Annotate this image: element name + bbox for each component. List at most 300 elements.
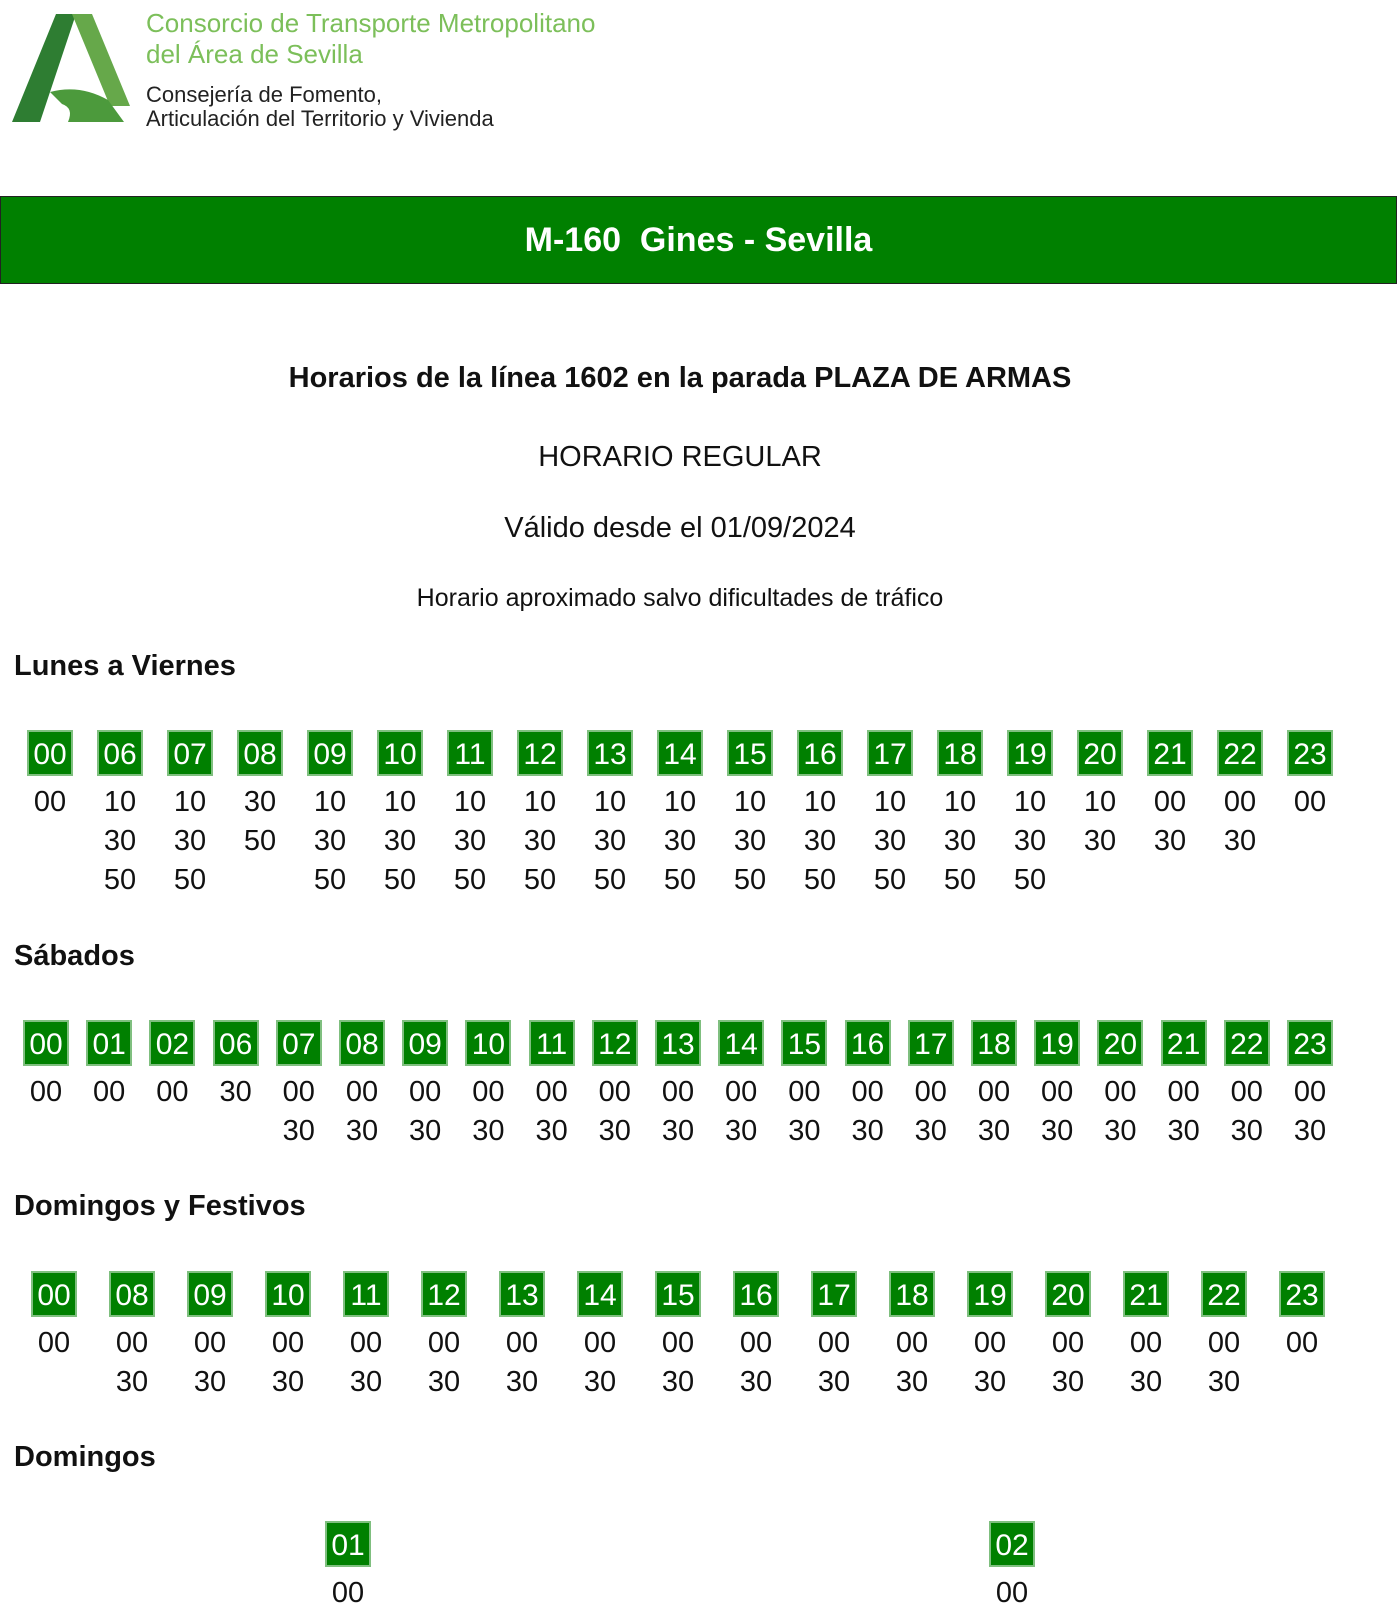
hour-column	[654, 1271, 702, 1402]
minute-list	[780, 1073, 828, 1151]
departure-minute: 00	[1285, 1327, 1319, 1359]
hour-column	[22, 1020, 70, 1112]
hour-column	[936, 730, 984, 900]
departure-minute: 00	[1223, 786, 1257, 818]
hour-column	[1122, 1271, 1170, 1402]
hour-column	[888, 1271, 936, 1402]
minute-list	[1044, 1324, 1092, 1402]
minute-list	[420, 1324, 468, 1402]
hour-badge: 07	[167, 730, 213, 776]
departure-minute: 00	[725, 1076, 758, 1108]
departure-minute: 30	[788, 1115, 821, 1147]
departure-minute: 00	[156, 1076, 189, 1108]
minute-list	[148, 1073, 196, 1112]
department-name: Consejería de Fomento,	[146, 82, 383, 107]
hour-badge: 01	[86, 1020, 132, 1066]
departure-minute: 30	[193, 1366, 227, 1398]
hour-badge: 15	[727, 730, 773, 776]
hour-column	[576, 1271, 624, 1402]
departure-minute: 30	[661, 1115, 695, 1147]
minute-list	[654, 1324, 702, 1402]
minute-list	[324, 1574, 372, 1613]
departure-minute: 30	[895, 1366, 929, 1398]
hour-column	[1160, 1020, 1208, 1151]
stop-title: Horarios de la línea 1602 en la parada PLAZA DE ARMAS	[288, 362, 1072, 394]
departure-minute: 50	[243, 825, 277, 857]
hour-badge: 19	[1007, 730, 1053, 776]
departure-minute: 30	[803, 825, 837, 857]
departure-minute: 00	[1129, 1327, 1163, 1359]
hour-column	[264, 1271, 312, 1402]
departure-minute: 30	[535, 1115, 568, 1147]
departure-minute: 30	[739, 1366, 773, 1398]
departure-minute: 10	[453, 786, 487, 818]
hour-badge: 12	[421, 1271, 467, 1317]
hour-badge: 22	[1201, 1271, 1247, 1317]
hour-badge: 21	[1147, 730, 1193, 776]
departure-minute: 00	[33, 786, 67, 818]
hour-column	[1286, 730, 1334, 822]
hour-badge: 13	[499, 1271, 545, 1317]
hour-badge: 14	[718, 1020, 764, 1066]
minute-list	[1200, 1324, 1248, 1402]
hour-badge: 17	[811, 1271, 857, 1317]
departure-minute: 10	[803, 786, 837, 818]
minute-list	[446, 783, 494, 900]
departure-minute: 30	[1293, 1115, 1327, 1147]
hour-badge: 22	[1217, 730, 1263, 776]
departure-minute: 30	[1230, 1115, 1263, 1147]
departure-minute: 30	[914, 1115, 947, 1147]
hour-column	[1044, 1271, 1092, 1402]
departure-minute: 30	[1167, 1115, 1200, 1147]
departure-minute: 30	[103, 825, 137, 857]
hour-badge: 20	[1045, 1271, 1091, 1317]
hour-column	[30, 1271, 78, 1363]
hour-column	[275, 1020, 323, 1151]
hour-badge: 11	[343, 1271, 389, 1317]
hour-column	[148, 1020, 196, 1112]
minute-list	[275, 1073, 323, 1151]
hour-badge: 02	[149, 1020, 195, 1066]
hour-column	[342, 1271, 390, 1402]
departure-minute: 30	[1041, 1115, 1074, 1147]
minute-list	[844, 1073, 892, 1151]
hour-badge: 10	[465, 1020, 511, 1066]
departure-minute: 30	[282, 1115, 315, 1147]
hour-column	[656, 730, 704, 900]
hour-badge: 14	[657, 730, 703, 776]
departure-minute: 10	[103, 786, 137, 818]
hour-column	[1033, 1020, 1081, 1151]
departure-minute: 30	[1153, 825, 1187, 857]
departure-minute: 30	[973, 1366, 1007, 1398]
departure-minute: 10	[873, 786, 907, 818]
departure-minute: 00	[1051, 1327, 1085, 1359]
hour-badge: 14	[577, 1271, 623, 1317]
departure-minute: 30	[523, 825, 557, 857]
hour-badge: 23	[1279, 1271, 1325, 1317]
minute-list	[212, 1073, 260, 1112]
minute-list	[306, 783, 354, 900]
minute-list	[26, 783, 74, 822]
departure-minute: 00	[1230, 1076, 1263, 1108]
departure-minute: 30	[851, 1115, 884, 1147]
hour-column	[844, 1020, 892, 1151]
departure-minute: 00	[739, 1327, 773, 1359]
departure-minute: 00	[93, 1076, 126, 1108]
minute-list	[586, 783, 634, 900]
hour-badge: 10	[265, 1271, 311, 1317]
hour-badge: 06	[97, 730, 143, 776]
minute-list	[576, 1324, 624, 1402]
minute-list	[338, 1073, 386, 1151]
hour-badge: 20	[1097, 1020, 1143, 1066]
hour-column	[966, 1271, 1014, 1402]
departure-minute: 50	[313, 864, 347, 896]
departure-minute: 00	[661, 1327, 695, 1359]
hour-badge: 12	[592, 1020, 638, 1066]
departure-minute: 30	[1013, 825, 1047, 857]
hour-badge: 00	[27, 730, 73, 776]
hour-column	[1146, 730, 1194, 861]
minute-list	[1146, 783, 1194, 861]
departure-minute: 30	[345, 1115, 379, 1147]
departure-minute: 30	[453, 825, 487, 857]
hour-column	[796, 730, 844, 900]
minute-list	[1096, 1073, 1144, 1151]
departure-minute: 00	[535, 1076, 568, 1108]
minute-list	[1223, 1073, 1271, 1151]
hour-badge: 12	[517, 730, 563, 776]
departure-minute: 00	[977, 1076, 1011, 1108]
departure-minute: 30	[943, 825, 977, 857]
hour-badge: 16	[733, 1271, 779, 1317]
departure-minute: 00	[895, 1327, 929, 1359]
hour-column	[376, 730, 424, 900]
hour-column	[446, 730, 494, 900]
hour-badge: 07	[276, 1020, 322, 1066]
departure-minute: 00	[598, 1076, 631, 1108]
departure-minute: 30	[313, 825, 347, 857]
departure-minute: 10	[943, 786, 977, 818]
departure-minute: 30	[1051, 1366, 1085, 1398]
minute-list	[464, 1073, 512, 1151]
departure-minute: 00	[1293, 1076, 1327, 1108]
hour-badge: 19	[1034, 1020, 1080, 1066]
hour-column	[1200, 1271, 1248, 1402]
hour-badge: 08	[237, 730, 283, 776]
departure-minute: 00	[193, 1327, 227, 1359]
minute-list	[717, 1073, 765, 1151]
hour-column	[654, 1020, 702, 1151]
minute-list	[1286, 1073, 1334, 1151]
departure-minute: 00	[1153, 786, 1187, 818]
departure-minute: 50	[523, 864, 557, 896]
hour-column	[464, 1020, 512, 1151]
minute-list	[30, 1324, 78, 1363]
departure-minute: 50	[103, 864, 137, 896]
section-title-sundays-holidays: Domingos y Festivos	[14, 1190, 306, 1222]
minute-list	[1122, 1324, 1170, 1402]
departure-minute: 00	[788, 1076, 821, 1108]
departure-minute: 00	[995, 1577, 1029, 1609]
departure-minute: 50	[663, 864, 697, 896]
hour-column	[236, 730, 284, 861]
hour-column	[498, 1271, 546, 1402]
departure-minute: 30	[817, 1366, 851, 1398]
departure-minute: 30	[472, 1115, 505, 1147]
andalucia-a-logo-icon	[10, 10, 132, 128]
minute-list	[1076, 783, 1124, 861]
hour-badge: 18	[937, 730, 983, 776]
hour-column	[726, 730, 774, 900]
minute-list	[988, 1574, 1036, 1613]
hour-badge: 18	[971, 1020, 1017, 1066]
hour-badge: 09	[187, 1271, 233, 1317]
departure-minute: 00	[37, 1327, 71, 1359]
hour-column	[970, 1020, 1018, 1151]
hour-badge: 00	[23, 1020, 69, 1066]
departure-minute: 00	[914, 1076, 947, 1108]
hour-column	[1096, 1020, 1144, 1151]
hour-column	[528, 1020, 576, 1151]
minute-list	[96, 783, 144, 900]
hour-badge: 23	[1287, 730, 1333, 776]
hour-column	[186, 1271, 234, 1402]
department-subtitle: Articulación del Territorio y Vivienda	[146, 106, 494, 131]
minute-list	[907, 1073, 955, 1151]
minute-list	[726, 783, 774, 900]
minute-list	[401, 1073, 449, 1151]
departure-minute: 00	[409, 1076, 442, 1108]
departure-minute: 30	[725, 1115, 758, 1147]
minute-list	[236, 783, 284, 861]
departure-minute: 30	[383, 825, 417, 857]
hour-column	[591, 1020, 639, 1151]
departure-minute: 30	[271, 1366, 305, 1398]
hour-badge: 00	[31, 1271, 77, 1317]
section-title-saturdays: Sábados	[14, 940, 135, 972]
minute-list	[498, 1324, 546, 1402]
hour-column	[420, 1271, 468, 1402]
traffic-disclaimer: Horario aproximado salvo dificultades de tráfico	[416, 584, 944, 612]
departure-minute: 00	[331, 1577, 365, 1609]
hour-badge: 10	[377, 730, 423, 776]
departure-minute: 00	[282, 1076, 315, 1108]
minute-list	[732, 1324, 780, 1402]
departure-minute: 30	[1129, 1366, 1163, 1398]
hour-column	[717, 1020, 765, 1151]
hour-badge: 08	[339, 1020, 385, 1066]
hour-badge: 17	[908, 1020, 954, 1066]
hour-badge: 08	[109, 1271, 155, 1317]
minute-list	[796, 783, 844, 900]
valid-from: Válido desde el 01/09/2024	[504, 512, 856, 544]
minute-list	[516, 783, 564, 900]
hour-badge: 15	[781, 1020, 827, 1066]
consortium-area: del Área de Sevilla	[146, 39, 363, 69]
hour-column	[810, 1271, 858, 1402]
departure-minute: 30	[1207, 1366, 1241, 1398]
hour-badge: 19	[967, 1271, 1013, 1317]
hour-column	[780, 1020, 828, 1151]
hour-column	[401, 1020, 449, 1151]
hour-badge: 21	[1161, 1020, 1207, 1066]
departure-minute: 00	[661, 1076, 695, 1108]
minute-list	[1033, 1073, 1081, 1151]
hour-column	[324, 1521, 372, 1613]
departure-minute: 00	[1104, 1076, 1137, 1108]
departure-minute: 00	[973, 1327, 1007, 1359]
departure-minute: 30	[243, 786, 277, 818]
departure-minute: 00	[345, 1076, 379, 1108]
departure-minute: 30	[598, 1115, 631, 1147]
hour-column	[907, 1020, 955, 1151]
departure-minute: 00	[851, 1076, 884, 1108]
hour-column	[85, 1020, 133, 1112]
hour-badge: 23	[1287, 1020, 1333, 1066]
departure-minute: 50	[453, 864, 487, 896]
departure-minute: 10	[313, 786, 347, 818]
section-title-weekdays: Lunes a Viernes	[14, 650, 236, 682]
departure-minute: 00	[115, 1327, 149, 1359]
hour-column	[212, 1020, 260, 1112]
minute-list	[966, 1324, 1014, 1402]
hour-column	[866, 730, 914, 900]
departure-minute: 00	[349, 1327, 383, 1359]
hour-column	[96, 730, 144, 900]
minute-list	[22, 1073, 70, 1112]
hour-column	[338, 1020, 386, 1151]
departure-minute: 30	[593, 825, 627, 857]
route-banner	[0, 196, 1397, 284]
departure-minute: 30	[1083, 825, 1117, 857]
hour-badge: 11	[447, 730, 493, 776]
departure-minute: 00	[472, 1076, 505, 1108]
departure-minute: 50	[873, 864, 907, 896]
departure-minute: 00	[1293, 786, 1327, 818]
hour-column	[1223, 1020, 1271, 1151]
departure-minute: 30	[977, 1115, 1011, 1147]
hour-column	[1278, 1271, 1326, 1363]
page-header	[0, 0, 1399, 150]
minute-list	[970, 1073, 1018, 1151]
departure-minute: 30	[505, 1366, 539, 1398]
hour-column	[1006, 730, 1054, 900]
minute-list	[166, 783, 214, 900]
departure-minute: 30	[173, 825, 207, 857]
minute-list	[656, 783, 704, 900]
departure-minute: 30	[1104, 1115, 1137, 1147]
departure-minute: 30	[661, 1366, 695, 1398]
minute-list	[1286, 783, 1334, 822]
departure-minute: 10	[733, 786, 767, 818]
hour-badge: 13	[587, 730, 633, 776]
departure-minute: 00	[427, 1327, 461, 1359]
departure-minute: 10	[523, 786, 557, 818]
departure-minute: 30	[409, 1115, 442, 1147]
hour-column	[26, 730, 74, 822]
hour-badge: 16	[797, 730, 843, 776]
hour-column	[586, 730, 634, 900]
hour-badge: 17	[867, 730, 913, 776]
schedule-type: HORARIO REGULAR	[538, 441, 822, 473]
departure-minute: 50	[733, 864, 767, 896]
hour-badge: 21	[1123, 1271, 1169, 1317]
departure-minute: 50	[803, 864, 837, 896]
hour-column	[1286, 1020, 1334, 1151]
minute-list	[342, 1324, 390, 1402]
hour-column	[166, 730, 214, 900]
hour-column	[516, 730, 564, 900]
departure-minute: 00	[505, 1327, 539, 1359]
departure-minute: 10	[173, 786, 207, 818]
departure-minute: 50	[383, 864, 417, 896]
hour-badge: 22	[1224, 1020, 1270, 1066]
hour-badge: 18	[889, 1271, 935, 1317]
hour-badge: 11	[529, 1020, 575, 1066]
departure-minute: 50	[593, 864, 627, 896]
minute-list	[528, 1073, 576, 1151]
hour-badge: 09	[402, 1020, 448, 1066]
minute-list	[810, 1324, 858, 1402]
hour-badge: 06	[213, 1020, 259, 1066]
departure-minute: 10	[1013, 786, 1047, 818]
departure-minute: 30	[427, 1366, 461, 1398]
departure-minute: 00	[817, 1327, 851, 1359]
hour-column	[988, 1521, 1036, 1613]
hour-badge: 09	[307, 730, 353, 776]
minute-list	[186, 1324, 234, 1402]
departure-minute: 00	[1167, 1076, 1200, 1108]
departure-minute: 30	[873, 825, 907, 857]
departure-minute: 00	[583, 1327, 617, 1359]
minute-list	[888, 1324, 936, 1402]
minute-list	[1160, 1073, 1208, 1151]
departure-minute: 30	[583, 1366, 617, 1398]
departure-minute: 30	[1223, 825, 1257, 857]
hour-badge: 02	[989, 1521, 1035, 1567]
hour-badge: 13	[655, 1020, 701, 1066]
minute-list	[1278, 1324, 1326, 1363]
hour-badge: 15	[655, 1271, 701, 1317]
departure-minute: 10	[593, 786, 627, 818]
section-title-sundays: Domingos	[14, 1441, 156, 1473]
departure-minute: 10	[383, 786, 417, 818]
minute-list	[591, 1073, 639, 1151]
departure-minute: 30	[115, 1366, 149, 1398]
minute-list	[654, 1073, 702, 1151]
departure-minute: 00	[1207, 1327, 1241, 1359]
departure-minute: 30	[349, 1366, 383, 1398]
hour-badge: 20	[1077, 730, 1123, 776]
hour-column	[108, 1271, 156, 1402]
minute-list	[936, 783, 984, 900]
departure-minute: 50	[173, 864, 207, 896]
departure-minute: 10	[1083, 786, 1117, 818]
hour-column	[1216, 730, 1264, 861]
hour-badge: 01	[325, 1521, 371, 1567]
departure-minute: 50	[1013, 864, 1047, 896]
departure-minute: 00	[271, 1327, 305, 1359]
departure-minute: 30	[219, 1076, 252, 1108]
minute-list	[85, 1073, 133, 1112]
hour-column	[306, 730, 354, 900]
minute-list	[108, 1324, 156, 1402]
departure-minute: 30	[663, 825, 697, 857]
hour-column	[732, 1271, 780, 1402]
